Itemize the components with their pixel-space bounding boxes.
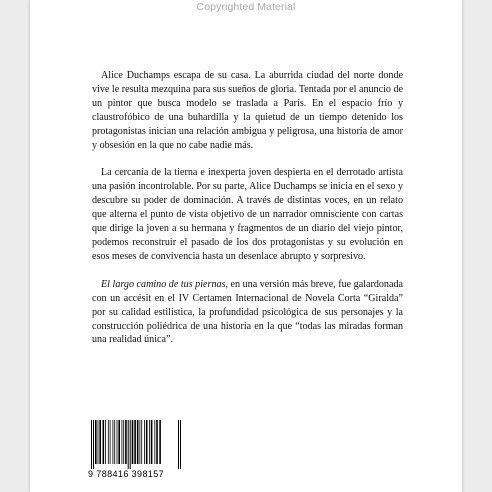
barcode-bar [130, 420, 131, 469]
barcode-bar [110, 420, 111, 464]
barcode-bar [117, 420, 118, 464]
barcode-bar [159, 420, 161, 464]
book-title-italic: El largo camino de tus piernas [101, 278, 226, 290]
barcode-bar [154, 420, 155, 464]
barcode-bar [146, 420, 148, 464]
barcode-bar [128, 420, 129, 469]
barcode-bar [122, 420, 123, 464]
page-edge-divider [462, 0, 463, 492]
barcode-bar [149, 420, 150, 464]
barcode-bar [93, 420, 94, 469]
barcode-bar [137, 420, 139, 464]
barcode-bar [144, 420, 145, 464]
barcode-bar [99, 420, 101, 464]
copyright-watermark: Copyrighted Material [196, 1, 296, 13]
barcode-bar [156, 420, 158, 464]
barcode-bar [95, 420, 97, 464]
barcode-bar [140, 420, 141, 464]
isbn-digits: 9 788416 398157 [88, 469, 165, 479]
barcode-bar [125, 420, 127, 464]
barcode-bar [151, 420, 153, 464]
barcode-bar [113, 420, 114, 464]
blurb-text [92, 69, 403, 361]
blurb-paragraph-2 [92, 166, 403, 263]
barcode-bar [118, 420, 120, 464]
barcode-bar [134, 420, 136, 464]
barcode-bar [180, 420, 181, 469]
barcode-bar [114, 420, 115, 464]
paragraph-2-text: La cercanía de la tierna e inexperta joven despierta en el derrotado artista una pasión incontrolable. Por su parte, Alice Duchamps se inicia en el sexo y descubre su poder de dominación. A través de distintas voces, en un relato que alterna el punto de vista objetivo de un narrador omnisciente con cartas que dirige la joven a su hermana y fragmentos de un diario del viejo pintor, podemos reconstruir el pasado de los dos protagonistas y su evolución en esos meses de convivencia hasta un desenlace abrupto y sorpresivo. [92, 167, 403, 262]
blurb-paragraph-1 [92, 69, 403, 152]
barcode-bar [178, 420, 179, 469]
barcode-bar [103, 420, 105, 464]
barcode-bar [123, 420, 124, 464]
barcode-icon [88, 420, 184, 472]
paragraph-3-text: , en una versión más breve, fue galardonada con un accésit en el IV Certamen Internacional de Novela Corta “Giralda” por su calidad estilística, la profundidad psicológica de sus personajes y la construcción poliédrica de una historia en la que “todas las miradas forman una realidad única”. [92, 278, 403, 346]
paragraph-1-text: Alice Duchamps escapa de su casa. La aburrida ciudad del norte donde vive le resulta mezquina para sus sueños de gloria. Tentada por el anuncio de un pintor que busca modelo se traslada a París. En el espacio frío y claustrofóbico de una buhardilla y la quietud de un tiempo detenido los protagonistas inician una relación ambigua y peligrosa, una historia de amor y obsesión en la que no cabe nadie más. [92, 70, 403, 151]
barcode-bar [141, 420, 142, 464]
barcode-bar [105, 420, 106, 464]
barcode-bar [91, 420, 92, 469]
barcode-bar [108, 420, 109, 464]
blurb-paragraph-3 [92, 278, 403, 348]
barcode-bar [98, 420, 99, 464]
barcode-bar [132, 420, 134, 464]
